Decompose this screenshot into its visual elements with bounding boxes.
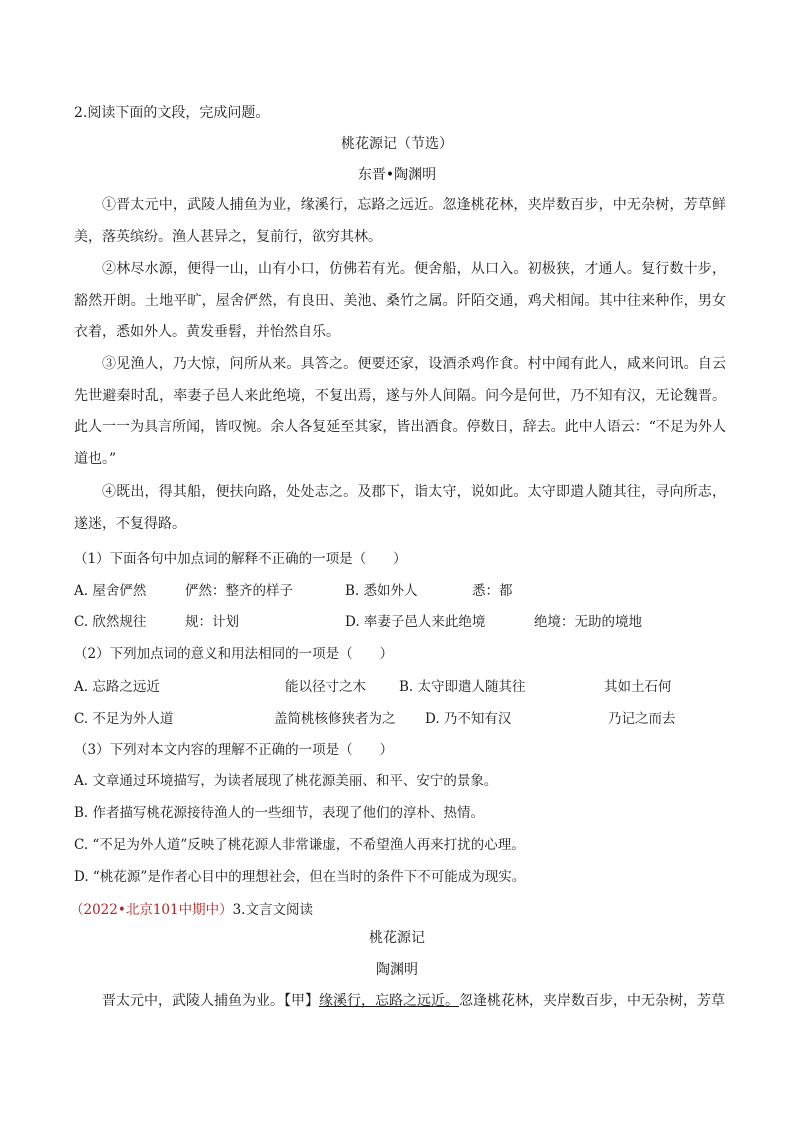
option-d-phrase: D. 乃不知有汉 xyxy=(425,711,512,727)
paragraph-text: 晋太元中，武陵人捕鱼为业。 xyxy=(102,993,284,1009)
option-d: D. “桃花源”是作者心目中的理想社会，但在当时的条件下不可能成为现实。 xyxy=(74,869,526,885)
mark-jia: 【甲】 xyxy=(284,993,319,1009)
option-a-compare: 能以径寸之木 xyxy=(285,679,366,695)
question-3-title: 3.文言文阅读 xyxy=(232,902,313,918)
option-c-gloss: 规：计划 xyxy=(185,614,239,630)
sub-question-2-stem: （2）下列加点词的意义和用法相同的一项是（ ） xyxy=(74,646,394,662)
option-a-gloss: 俨然：整齐的样子 xyxy=(185,583,293,599)
question-3-paragraph xyxy=(102,992,725,1010)
option-c-phrase: C. 不足为外人道 xyxy=(74,711,174,727)
option-a: A. 文章通过环境描写，为读者展现了桃花源美丽、和平、安宁的景象。 xyxy=(74,773,498,789)
question-3-source: （2022•北京101中期中） xyxy=(70,902,233,918)
underlined-sentence: 缘溪行，忘路之远近。 xyxy=(319,993,459,1009)
sub-question-3-stem: （3）下列对本文内容的理解不正确的一项是（ ） xyxy=(74,742,394,758)
option-a-phrase: A. 忘路之远近 xyxy=(74,679,160,695)
option-b-gloss: 悉：都 xyxy=(472,583,513,599)
option-b-compare: 其如土石何 xyxy=(604,679,672,695)
paragraph-4: ④既出，得其船，便扶向路，处处志之。及郡下，诣太守，说如此。太守即遣人随其往，寻向所志，遂迷，不复得路。 xyxy=(74,484,726,532)
option-d-phrase: D. 率妻子邑人来此绝境 xyxy=(345,614,486,630)
option-b-phrase: B. 太守即遣人随其往 xyxy=(399,679,526,695)
passage-author: 陶渊明 xyxy=(376,962,418,978)
option-a-phrase: A. 屋舍俨然 xyxy=(74,583,147,599)
option-c-compare: 盖简桃核修狭者为之 xyxy=(274,711,396,727)
question-2-title: 2.阅读下面的文段，完成问题。 xyxy=(74,105,270,121)
option-c: C. “不足为外人道”反映了桃花源人非常谦虚，不希望渔人再来打扰的心理。 xyxy=(74,837,525,853)
question-3-header xyxy=(70,898,313,918)
passage-title: 桃花源记（节选） xyxy=(341,136,453,152)
paragraph-text-rest: 忽逢桃花林，夹岸数百步，中无杂树，芳草 xyxy=(459,993,725,1009)
option-b-phrase: B. 悉如外人 xyxy=(345,583,418,599)
passage-title: 桃花源记 xyxy=(369,930,425,946)
option-b: B. 作者描写桃花源接待渔人的一些细节，表现了他们的淳朴、热情。 xyxy=(74,805,485,821)
paragraph-3: ③见渔人，乃大惊，问所从来。具答之。便要还家，设酒杀鸡作食。村中闻有此人，咸来问讯。自云先世避秦时乱，率妻子邑人来此绝境，不复出焉，遂与外人间隔。问今是何世，乃不知有汉，无论魏晋。此人一一为具言所闻，皆叹惋。余人各复延至其家，皆出酒食。停数日，辞去。此中人语云：“不足为外人道也。” xyxy=(74,356,726,467)
paragraph-2: ②林尽水源，便得一山，山有小口，仿佛若有光。便舍船，从口入。初极狭，才通人。复行数十步，豁然开朗。土地平旷，屋舍俨然，有良田、美池、桑竹之属。阡陌交通，鸡犬相闻。其中往来种作，男女衣着，悉如外人。黄发垂髫，并怡然自乐。 xyxy=(74,261,726,340)
option-d-compare: 乃记之而去 xyxy=(608,711,676,727)
passage-author: 东晋•陶渊明 xyxy=(357,167,437,183)
paragraph-1: ①晋太元中，武陵人捕鱼为业，缘溪行，忘路之远近。忽逢桃花林，夹岸数百步，中无杂树，芳草鲜美，落英缤纷。渔人甚异之，复前行，欲穷其林。 xyxy=(74,197,726,245)
option-d-gloss: 绝境：无助的境地 xyxy=(534,614,642,630)
sub-question-1-stem: （1）下面各句中加点词的解释不正确的一项是（ ） xyxy=(74,551,407,567)
option-c-phrase: C. 欣然规往 xyxy=(74,614,147,630)
